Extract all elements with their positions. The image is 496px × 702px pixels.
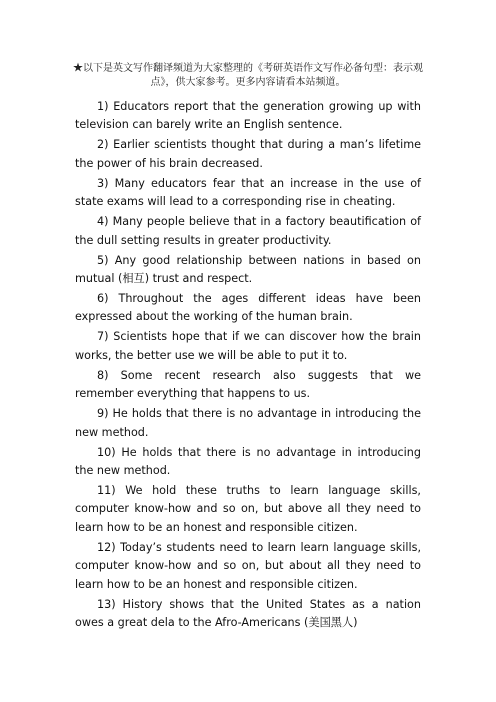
sentence-13: 13) History shows that the United States as a nation owes a great dela to the Afro-Americans (美国黑人) bbox=[75, 597, 421, 630]
sentence-list bbox=[75, 98, 421, 634]
sentence-2: 2) Earlier scientists thought that during a man’s lifetime the power of his brain decreased. bbox=[75, 138, 421, 170]
header-note: ★以下是英文写作翻译频道为大家整理的《考研英语作文写作必备句型：表示观点》，供大家参考。更多内容请看本站频道。 bbox=[73, 63, 423, 88]
sentence-3: 3) Many educators fear that an increase in the use of state exams will lead to a corresponding rise in cheating. bbox=[75, 176, 421, 209]
sentence-4: 4) Many people believe that in a factory beautification of the dull setting results in greater productivity. bbox=[75, 215, 421, 247]
sentence-12: 12) Today’s students need to learn learn language skills, computer know-how and so on, but about all they need to learn how to be an honest and responsible citizen. bbox=[75, 540, 421, 591]
sentence-1: 1) Educators report that the generation growing up with television can barely write an English sentence. bbox=[75, 100, 421, 132]
sentence-5: 5) Any good relationship between nations in based on mutual (相互) trust and respect. bbox=[75, 253, 421, 286]
sentence-7: 7) Scientists hope that if we can discover how the brain works, the better use we will be able to put it to. bbox=[75, 330, 421, 362]
sentence-10: 10) He holds that there is no advantage in introducing the new method. bbox=[75, 445, 421, 478]
sentence-8: 8) Some recent research also suggests that we remember everything that happens to us. bbox=[75, 368, 421, 401]
sentence-11: 11) We hold these truths to learn language skills, computer know-how and so on, but above all they need to learn how to be an honest and responsible citizen. bbox=[75, 484, 421, 534]
sentence-9: 9) He holds that there is no advantage in introducing the new method. bbox=[75, 407, 421, 439]
sentence-6: 6) Throughout the ages different ideas have been expressed about the working of the human brain. bbox=[75, 292, 421, 324]
